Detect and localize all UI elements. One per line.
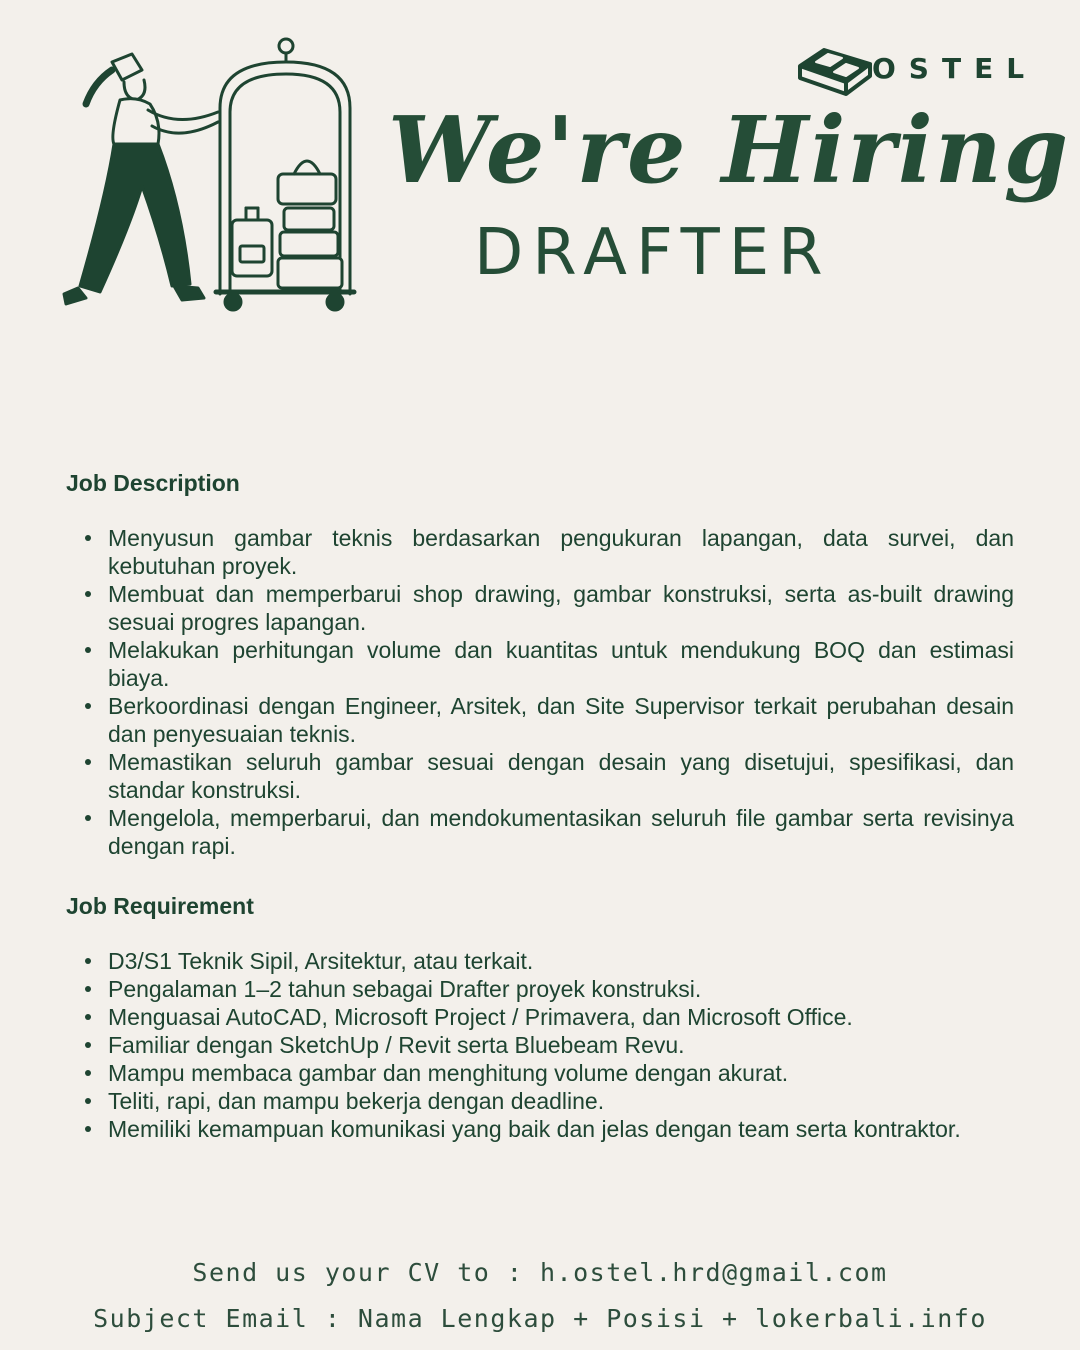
hostel-logo: [794, 38, 1044, 98]
list-item: Menguasai AutoCAD, Microsoft Project / Primavera, dan Microsoft Office.: [108, 1003, 1014, 1031]
list-item: Teliti, rapi, dan mampu bekerja dengan deadline.: [108, 1087, 1014, 1115]
list-item: Membuat dan memperbarui shop drawing, gambar konstruksi, serta as-built drawing sesuai progres lapangan.: [108, 581, 1014, 635]
suitcase-h-icon: [794, 38, 876, 98]
list-item: Memastikan seluruh gambar sesuai dengan desain yang disetujui, spesifikasi, dan standar konstruksi.: [108, 749, 1014, 803]
list-item: Memiliki kemampuan komunikasi yang baik dan jelas dengan team serta kontraktor.: [108, 1115, 1014, 1143]
bellhop-luggage-cart-illustration: [50, 36, 370, 318]
list-item: Mengelola, memperbarui, dan mendokumentasikan seluruh file gambar serta revisinya dengan rapi.: [108, 805, 1014, 859]
job-requirement-list: [66, 947, 1014, 1143]
job-description-section: [66, 470, 1014, 860]
cv-email-line: Send us your CV to : h.ostel.hrd@gmail.com: [192, 1258, 888, 1287]
list-item: D3/S1 Teknik Sipil, Arsitektur, atau terkait.: [108, 947, 1014, 975]
hiring-headline: We're Hiring: [388, 96, 1071, 204]
job-description-list: [66, 524, 1014, 860]
list-item: Menyusun gambar teknis berdasarkan pengukuran lapangan, data survei, dan kebutuhan proyek.: [108, 525, 1014, 579]
list-item: Berkoordinasi dengan Engineer, Arsitek, dan Site Supervisor terkait perubahan desain dan penyesuaian teknis.: [108, 693, 1014, 747]
job-description-heading: Job Description: [66, 470, 240, 496]
job-requirement-section: [66, 893, 1014, 1143]
list-item: Melakukan perhitungan volume dan kuantitas untuk mendukung BOQ dan estimasi biaya.: [108, 637, 1014, 691]
position-title: DRAFTER: [474, 216, 832, 290]
list-item: Mampu membaca gambar dan menghitung volume dengan akurat.: [108, 1059, 1014, 1087]
list-item: Familiar dengan SketchUp / Revit serta Bluebeam Revu.: [108, 1031, 1014, 1059]
job-requirement-heading: Job Requirement: [66, 893, 254, 919]
logo-text: OSTEL: [872, 51, 1038, 85]
subject-email-line: Subject Email : Nama Lengkap + Posisi + lokerbali.info: [93, 1304, 987, 1333]
list-item: Pengalaman 1–2 tahun sebagai Drafter proyek konstruksi.: [108, 975, 1014, 1003]
